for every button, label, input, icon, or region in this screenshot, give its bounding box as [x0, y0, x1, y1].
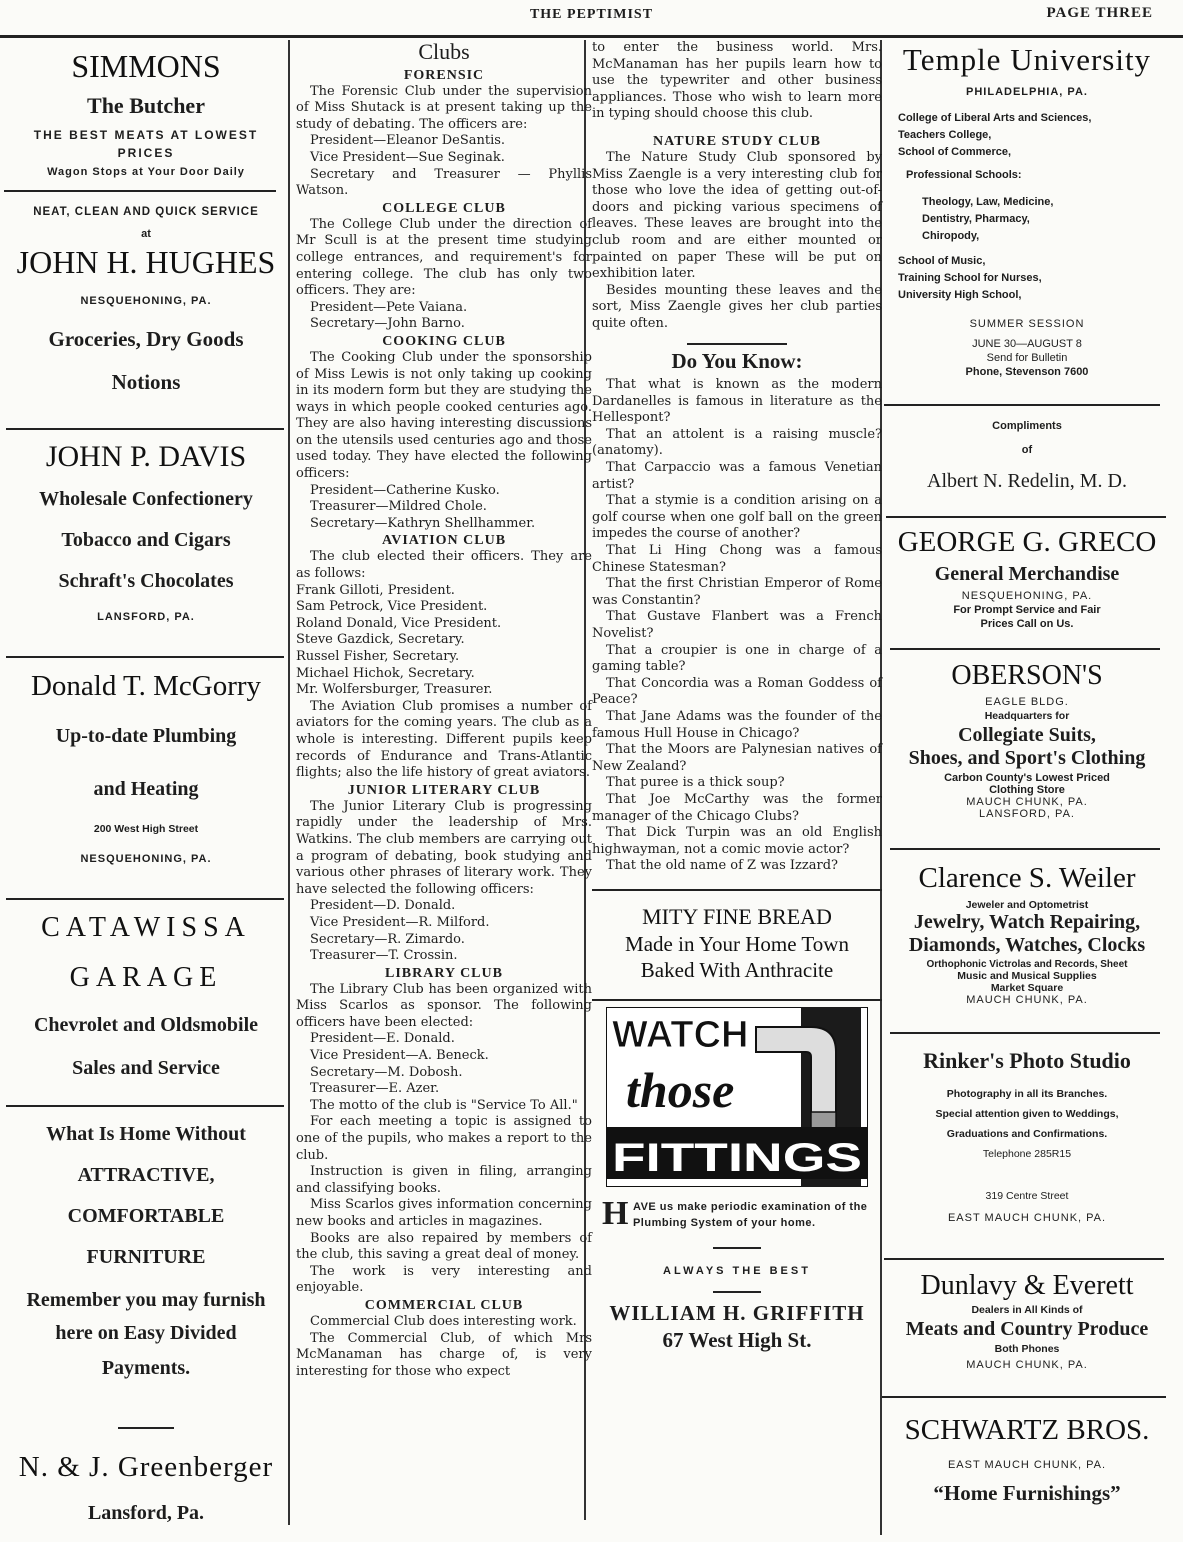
- middle-column: [588, 40, 886, 1520]
- ad-divider: [713, 1291, 761, 1293]
- ad-greenberger-town: Lansford, Pa.: [87, 1502, 205, 1524]
- trivia-item: That what is known as the modern Dardanelles is famous in literature as the Hellespont?: [592, 377, 882, 426]
- ad-weiler-line: Diamonds, Watches, Clocks: [908, 934, 1146, 956]
- trivia-item: That a stymie is a condition arising on a golf course when one golf ball on the green impedes the course of another?: [592, 493, 882, 542]
- ad-column-left: [4, 40, 288, 1535]
- trivia-item: That the Moors are Palynesian natives of New Zealand?: [592, 742, 882, 774]
- ad-rinker-line: Special attention given to Weddings,: [935, 1108, 1119, 1120]
- ad-temple-line: Theology, Law, Medicine,: [922, 196, 1054, 208]
- ad-temple-line: College of Liberal Arts and Sciences,: [898, 112, 1092, 124]
- ad-griffith-addr: 67 West High St.: [662, 1327, 812, 1352]
- officer-line: Mr. Wolfersburger, Treasurer.: [296, 682, 493, 698]
- ad-bread-line: Baked With Anthracite: [640, 958, 834, 983]
- ad-mcgorry-addr: 200 West High Street: [93, 823, 199, 835]
- masthead: [0, 4, 1183, 26]
- ad-catawissa: [4, 900, 288, 1105]
- trivia-item: That Dick Turpin was an old English highwayman, not a comic movie actor?: [592, 825, 882, 857]
- ad-furniture-line: here on Easy Divided: [55, 1322, 237, 1344]
- ad-greco: [882, 518, 1172, 648]
- ad-davis-line: Schraft's Chocolates: [58, 570, 234, 592]
- ad-rinker-line: EAST MAUCH CHUNK, PA.: [947, 1212, 1107, 1224]
- ad-oberson-line: Clothing Store: [989, 784, 1065, 796]
- trivia-item: That a croupier is one in charge of a gaming table?: [592, 642, 882, 675]
- article-paragraph: For each meeting a topic is assigned to one of the pupils, who makes a report to the club.: [296, 1114, 592, 1163]
- ad-greco-line: For Prompt Service and Fair: [953, 604, 1101, 616]
- ad-hughes-town: NESQUEHONING, PA.: [80, 295, 212, 307]
- ad-temple-dates: JUNE 30—AUGUST 8: [972, 338, 1082, 350]
- ad-temple-colleges: [898, 110, 1172, 304]
- article-paragraph: The Junior Literary Club is progressing rapidly under the leadership of Mrs. Watkins. The club members are carrying out a program of debating, book studying and various other phrases of literary work. They have selected the following officers:: [296, 798, 592, 897]
- ad-oberson-line: Carbon County's Lowest Priced: [944, 772, 1110, 784]
- ad-furniture-line: Payments.: [101, 1357, 191, 1379]
- ad-davis-town: LANSFORD, PA.: [97, 611, 195, 623]
- ad-weiler-line: Market Square: [990, 982, 1064, 994]
- officer-line: Secretary and Treasurer — Phyllis Watson.: [296, 166, 592, 199]
- ad-temple-line: School of Commerce,: [898, 146, 1012, 158]
- ad-temple-line: Dentistry, Pharmacy,: [922, 213, 1030, 225]
- trivia-item: That Joe McCarthy was the former manager of the Chicago Clubs?: [592, 791, 882, 824]
- officer-line: President—Pete Vaiana.: [310, 299, 468, 315]
- ad-hughes-goods: Groceries, Dry Goods: [48, 327, 244, 351]
- ad-oberson-line: MAUCH CHUNK, PA.: [966, 796, 1088, 808]
- officer-line: President—D. Donald.: [310, 898, 456, 914]
- ad-schwartz-town: EAST MAUCH CHUNK, PA.: [947, 1459, 1107, 1471]
- officer-line: Vice President—Sue Seginak.: [310, 149, 505, 165]
- ad-rinker-name: Rinker's Photo Studio: [923, 1048, 1131, 1073]
- fittings-word: FITTINGS: [612, 1135, 862, 1180]
- ad-dunlavy-line: Both Phones: [994, 1343, 1060, 1355]
- ad-redelin-name: Albert N. Redelin, M. D.: [927, 470, 1127, 492]
- article-paragraph: The motto of the club is "Service To All.": [310, 1097, 578, 1113]
- ad-mcgorry-town: NESQUEHONING, PA.: [80, 853, 212, 865]
- ad-schwartz: [882, 1398, 1172, 1506]
- ad-divider: [713, 1247, 761, 1249]
- ad-temple: [882, 40, 1172, 404]
- ad-greco-line: Prices Call on Us.: [980, 618, 1074, 630]
- trivia-item: That puree is a thick soup?: [606, 775, 785, 791]
- ad-dunlavy-line: Meats and Country Produce: [905, 1318, 1149, 1340]
- officer-line: Treasurer—Mildred Chole.: [310, 499, 487, 515]
- ad-griffith-name: WILLIAM H. GRIFFITH: [609, 1301, 865, 1326]
- ad-oberson: [882, 650, 1172, 848]
- trivia-item: That the old name of Z was Izzard?: [606, 858, 838, 874]
- trivia-item: That Li Hing Chong was a famous Chinese Statesman?: [592, 543, 882, 575]
- do-you-know-list: [592, 377, 882, 875]
- ad-catawissa-line: Chevrolet and Oldsmobile: [33, 1014, 259, 1036]
- club-heading: COOKING CLUB: [382, 333, 506, 349]
- ad-temple-line: Professional Schools:: [906, 169, 1022, 181]
- ad-temple-line: University High School,: [898, 289, 1022, 301]
- column-rule: [288, 40, 290, 1525]
- officer-line: Secretary—Kathryn Shellhammer.: [310, 515, 536, 531]
- ad-hughes-line: at: [141, 228, 151, 240]
- ad-mcgorry-name: Donald T. McGorry: [30, 670, 262, 702]
- ad-davis: [4, 430, 288, 656]
- ad-davis-line: Wholesale Confectionery: [39, 488, 253, 510]
- ad-catawissa-line: GARAGE: [69, 962, 223, 993]
- ad-weiler-sub: Jeweler and Optometrist: [965, 899, 1089, 911]
- ad-simmons-name: SIMMONS: [71, 48, 221, 84]
- officer-line: Russel Fisher, Secretary.: [296, 649, 460, 664]
- ad-dunlavy: [882, 1260, 1172, 1396]
- ad-dunlavy-line: MAUCH CHUNK, PA.: [966, 1359, 1088, 1371]
- ad-temple-name: Temple University: [902, 42, 1152, 77]
- officer-line: President—Eleanor DeSantis.: [310, 133, 506, 149]
- ad-temple-line: Teachers College,: [898, 129, 992, 141]
- officer-line: Michael Hichok, Secretary.: [296, 665, 475, 681]
- ad-oberson-bldg: EAGLE BLDG.: [985, 696, 1069, 708]
- page-number: PAGE THREE: [1046, 5, 1153, 21]
- trivia-item: That the first Christian Emperor of Rome was Constantin?: [592, 576, 882, 608]
- those-word: those: [626, 1061, 735, 1118]
- club-heading: JUNIOR LITERARY CLUB: [347, 782, 541, 798]
- ad-schwartz-tag: “Home Furnishings”: [933, 1481, 1121, 1505]
- ad-oberson-line: LANSFORD, PA.: [979, 808, 1075, 820]
- article-paragraph: The Nature Study Club sponsored by Miss Zaengle is a very interesting club for those who love the idea of getting out-of-doors and picking various specimens of leaves. These leaves are brought into the club room and are either mounted or painted on paper These will be put on exhibition later.: [592, 149, 882, 282]
- ad-greco-town: NESQUEHONING, PA.: [961, 590, 1093, 602]
- ad-temple-phone: Phone, Stevenson 7600: [965, 366, 1089, 378]
- ad-oberson-hq: Headquarters for: [984, 710, 1070, 722]
- trivia-item: That an attolent is a raising muscle? (anatomy).: [592, 426, 882, 459]
- officer-line: Treasurer—T. Crossin.: [310, 948, 458, 964]
- trivia-item: That Jane Adams was the founder of the famous Hull House in Chicago?: [592, 708, 882, 741]
- club-heading: COLLEGE CLUB: [382, 200, 506, 216]
- ad-dunlavy-line: Dealers in All Kinds of: [971, 1304, 1083, 1316]
- ad-mcgorry-line: Up-to-date Plumbing: [55, 725, 237, 747]
- ad-temple-line: School of Music,: [898, 255, 986, 267]
- officer-line: Roland Donald, Vice President.: [296, 615, 502, 631]
- ad-bread-line: Made in Your Home Town: [625, 931, 849, 956]
- clubs-article: [292, 40, 596, 1520]
- watch-fittings-illustration: [606, 1007, 868, 1187]
- trivia-item: That Carpaccio was a famous Venetian artist?: [592, 460, 882, 492]
- ad-dunlavy-name: Dunlavy & Everett: [920, 1270, 1134, 1301]
- officer-line: Sam Petrock, Vice President.: [296, 599, 488, 615]
- ad-furniture: [4, 1107, 288, 1419]
- article-paragraph: The College Club under the direction of Mr Scull is at the present time studying college entrances, and requirement's for entering college. The club has only two officers. They are:: [296, 216, 592, 299]
- ad-weiler-line: Jewelry, Watch Repairing,: [913, 911, 1141, 933]
- ad-weiler: [882, 850, 1172, 1032]
- ad-hughes-goods: Notions: [111, 370, 181, 394]
- article-heading: Clubs: [418, 40, 470, 64]
- dropcap: H: [602, 1194, 629, 1232]
- officer-line: Vice President—A. Beneck.: [310, 1048, 489, 1064]
- ad-oberson-line: Shoes, and Sport's Clothing: [908, 747, 1146, 769]
- club-heading: LIBRARY CLUB: [385, 965, 503, 981]
- article-paragraph: The club elected their officers. They are as follows:: [296, 549, 592, 582]
- article-paragraph: Miss Scarlos gives information concerning new books and articles in magazines.: [296, 1197, 592, 1229]
- article-paragraph: The Library Club has been organized with Miss Scarlos as sponsor. The following officers have been elected:: [296, 981, 592, 1030]
- ad-column-right: [882, 40, 1172, 1535]
- article-paragraph: The Cooking Club under the sponsorship of Miss Lewis is not only taking up cooking in its modern form but they are studying the ways in which people cooked centuries ago. They are also having interesting discussions on the utensils used centuries ago and those used today. They have elected the following officers:: [296, 349, 592, 482]
- ad-temple-send: Send for Bulletin: [986, 352, 1068, 364]
- ad-redelin-line: of: [1021, 444, 1033, 456]
- ad-mcgorry: [4, 658, 288, 898]
- ad-hughes: [4, 192, 288, 428]
- article-paragraph: The Commercial Club, of which Mrs McManaman has charge of, is very interesting for those who expect: [296, 1330, 592, 1379]
- ad-simmons: [4, 40, 288, 190]
- ad-temple-line: Chiropody,: [922, 230, 980, 242]
- ad-griffith-text-block: [592, 1187, 882, 1231]
- ad-simmons-sub: The Butcher: [87, 93, 205, 118]
- article-paragraph: Commercial Club does interesting work.: [310, 1313, 577, 1329]
- club-heading: FORENSIC: [403, 67, 485, 83]
- ad-mcgorry-line: and Heating: [93, 778, 199, 800]
- officer-line: Frank Gilloti, President.: [296, 582, 455, 598]
- ad-simmons-line: PRICES: [117, 146, 175, 160]
- ad-oberson-line: Collegiate Suits,: [958, 724, 1096, 746]
- ad-rinker-line: Graduations and Confirmations.: [946, 1128, 1108, 1140]
- article-paragraph: Besides mounting these leaves and the sort, Miss Zaengle gives her club parties quite often.: [592, 282, 882, 331]
- officer-line: President—Catherine Kusko.: [310, 482, 500, 498]
- ad-furniture-line: What Is Home Without: [46, 1123, 246, 1145]
- ad-griffith: [592, 1007, 882, 1352]
- ad-rinker-line: Telephone 285R15: [982, 1148, 1072, 1160]
- ad-temple-line: Training School for Nurses,: [898, 272, 1042, 284]
- officer-line: Secretary—M. Dobosh.: [310, 1064, 463, 1080]
- officer-line: Steve Gazdick, Secretary.: [296, 632, 465, 648]
- ad-greenberger-name: N. & J. Greenberger: [18, 1451, 274, 1483]
- ad-catawissa-line: CATAWISSA: [41, 912, 251, 943]
- article-paragraph: Books are also repaired by members of the club, this saving a great deal of money.: [296, 1230, 592, 1263]
- club-heading: AVIATION CLUB: [381, 533, 507, 549]
- ad-davis-line: Tobacco and Cigars: [61, 529, 231, 551]
- ad-griffith-always: ALWAYS THE BEST: [663, 1264, 811, 1277]
- ad-weiler-line: Music and Musical Supplies: [957, 970, 1097, 982]
- ad-weiler-line: MAUCH CHUNK, PA.: [966, 994, 1088, 1006]
- ad-rinker-line: 319 Centre Street: [985, 1190, 1069, 1202]
- trivia-item: That Gustave Flanbert was a French Novelist?: [592, 609, 882, 641]
- masthead-rule: [0, 35, 1183, 38]
- ad-weiler-name: Clarence S. Weiler: [918, 862, 1136, 894]
- ad-rinker: [882, 1034, 1172, 1258]
- watch-word: WATCH: [612, 1013, 749, 1056]
- ad-schwartz-name: SCHWARTZ BROS.: [904, 1414, 1150, 1446]
- trivia-item: That Concordia was a Roman Goddess of Peace?: [592, 675, 882, 708]
- do-you-know-heading: Do You Know:: [671, 348, 803, 373]
- officer-line: President—E. Donald.: [310, 1031, 455, 1047]
- article-paragraph: The Forensic Club under the supervision of Miss Shutack is at present taking up the study of debating. The officers are:: [296, 83, 592, 132]
- ad-furniture-line: COMFORTABLE: [67, 1205, 225, 1227]
- ad-divider: [118, 1427, 174, 1429]
- ad-bread: [592, 891, 882, 999]
- officer-line: Secretary—R. Zimardo.: [310, 931, 465, 947]
- ad-furniture-line: ATTRACTIVE,: [77, 1164, 215, 1186]
- section-divider: [687, 343, 787, 345]
- ad-greco-sub: General Merchandise: [934, 563, 1120, 585]
- pipe-fitting-graphic: [606, 1007, 868, 1187]
- ad-furniture-line: FURNITURE: [86, 1246, 206, 1268]
- ad-bread-line: MITY FINE BREAD: [642, 903, 832, 929]
- officer-line: Secretary—John Barno.: [310, 316, 465, 332]
- officer-line: Vice President—R. Milford.: [310, 914, 490, 930]
- ad-simmons-line: Wagon Stops at Your Door Daily: [47, 166, 245, 178]
- article-paragraph: The Aviation Club promises a number of aviators for the coming years. The club as a whole is interesting. Different pupils keep records of Endurance and Trans-Atlantic flights; also the life history of great aviators.: [296, 698, 592, 781]
- ad-oberson-name: OBERSON'S: [951, 660, 1103, 691]
- ad-temple-city: PHILADELPHIA, PA.: [966, 86, 1088, 98]
- ad-rinker-line: Photography in all its Branches.: [946, 1088, 1108, 1100]
- newspaper-title: THE PEPTIMIST: [529, 7, 654, 22]
- ad-redelin: [882, 406, 1172, 516]
- article-paragraph: The work is very interesting and enjoyable.: [296, 1263, 592, 1296]
- ad-greenberger: [4, 1451, 288, 1525]
- club-heading: NATURE STUDY CLUB: [653, 133, 821, 149]
- ad-simmons-line: THE BEST MEATS AT LOWEST: [33, 128, 259, 142]
- ad-temple-summer: SUMMER SESSION: [969, 318, 1085, 330]
- club-heading: COMMERCIAL CLUB: [364, 1297, 524, 1313]
- article-paragraph: to enter the business world. Mrs. McManaman has her pupils learn how to use the typewriter and other business appliances. Those who wish to learn more in typing should choose this club.: [592, 40, 882, 122]
- ad-hughes-name: JOHN H. HUGHES: [16, 244, 276, 280]
- ad-greco-name: GEORGE G. GRECO: [897, 526, 1157, 558]
- ad-catawissa-line: Sales and Service: [72, 1057, 220, 1079]
- ad-redelin-line: Compliments: [992, 420, 1062, 432]
- ad-furniture-line: Remember you may furnish: [26, 1289, 266, 1311]
- ad-davis-name: JOHN P. DAVIS: [45, 440, 247, 473]
- article-paragraph: Instruction is given in filing, arranging and classifying books.: [296, 1164, 592, 1196]
- ad-weiler-line: Orthophonic Victrolas and Records, Sheet: [926, 959, 1128, 970]
- ad-griffith-text: AVE us make periodic examination of the Plumbing System of your home.: [632, 1200, 868, 1229]
- ad-hughes-line: NEAT, CLEAN AND QUICK SERVICE: [33, 206, 259, 218]
- officer-line: Treasurer—E. Azer.: [310, 1081, 440, 1097]
- section-divider: [592, 999, 882, 1001]
